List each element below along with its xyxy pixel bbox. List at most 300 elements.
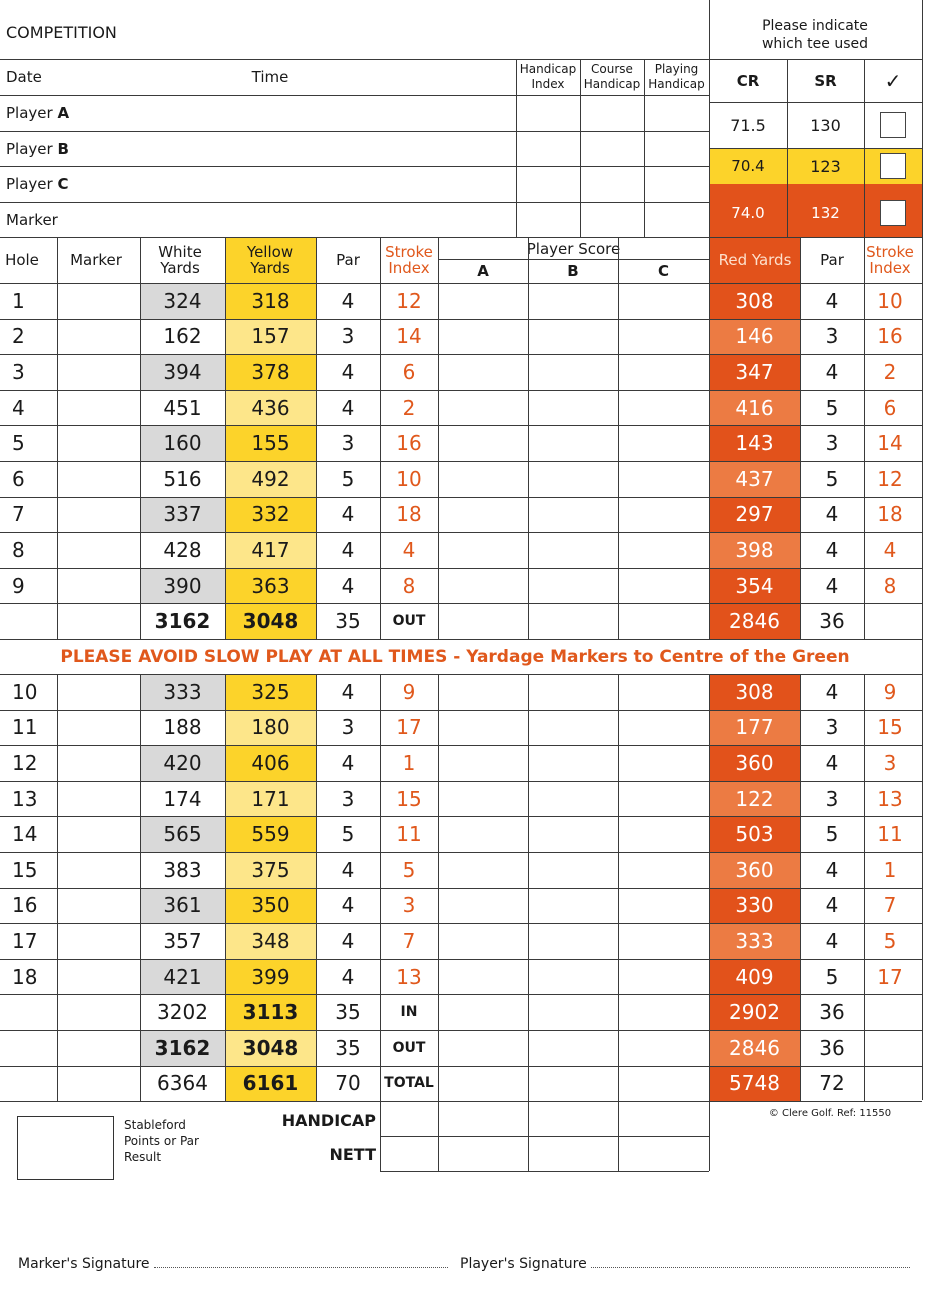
red-yards: 330 xyxy=(709,888,800,924)
player-a-total-field[interactable] xyxy=(438,1066,528,1102)
grid-line xyxy=(57,237,58,639)
stroke-index: 12 xyxy=(396,288,422,313)
marker-score-field[interactable] xyxy=(57,461,140,497)
player-a-total-field[interactable] xyxy=(438,1030,528,1066)
player-label-prefix: Player xyxy=(6,104,58,122)
col-red-yards: Red Yards xyxy=(718,251,792,269)
yellow-yards: 492 xyxy=(225,461,316,497)
tee-yellow-sr: 123 xyxy=(810,156,841,176)
player-b-score-field[interactable] xyxy=(528,568,618,604)
marker-score-field[interactable] xyxy=(57,852,140,888)
red-par: 5 xyxy=(825,964,839,989)
hole-number: 12 xyxy=(12,750,38,775)
stroke-index: 11 xyxy=(396,822,422,847)
red-stroke-index: 1 xyxy=(883,857,897,882)
par: 4 xyxy=(341,893,355,918)
grid-line xyxy=(0,283,922,284)
white-yards: 174 xyxy=(163,786,202,811)
competition-label: COMPETITION xyxy=(6,22,117,42)
col-white-yards: White Yards xyxy=(158,243,202,277)
marker-score-field[interactable] xyxy=(57,816,140,852)
total-label: TOTAL xyxy=(384,1075,434,1092)
grid-line xyxy=(709,148,922,149)
total-yellow: 6161 xyxy=(225,1066,316,1102)
player-a-score-field[interactable] xyxy=(438,497,528,533)
player-row-label xyxy=(0,95,200,131)
hole-number: 4 xyxy=(12,395,25,420)
player-a-score-field[interactable] xyxy=(438,959,528,995)
total-par: 35 xyxy=(335,1000,361,1025)
player-c-score-field[interactable] xyxy=(618,568,708,604)
col-stroke-index: Stroke Index xyxy=(385,243,433,277)
tee-white-checkbox[interactable] xyxy=(880,112,906,138)
hole-number: 13 xyxy=(12,786,38,811)
player-c-score-field[interactable] xyxy=(618,816,708,852)
grid-line xyxy=(0,497,922,498)
marker-score-field[interactable] xyxy=(57,283,140,319)
grid-line xyxy=(864,237,865,639)
white-yards: 394 xyxy=(140,354,225,390)
player-course-handicap-field[interactable] xyxy=(580,131,644,167)
player-b-score-field[interactable] xyxy=(528,852,618,888)
stroke-index: 2 xyxy=(402,395,416,420)
grid-line xyxy=(57,674,58,1101)
red-yards: 146 xyxy=(709,319,800,355)
grid-line xyxy=(0,1101,922,1102)
player-c-score-field[interactable] xyxy=(618,781,708,817)
handicap-label: HANDICAP xyxy=(281,1110,376,1130)
red-stroke-index: 8 xyxy=(883,573,897,598)
grid-line xyxy=(0,354,922,355)
tee-yellow-checkbox[interactable] xyxy=(880,153,906,179)
player-a-score-field[interactable] xyxy=(438,816,528,852)
white-yards: 421 xyxy=(140,959,225,995)
red-stroke-index: 12 xyxy=(877,466,903,491)
player-c-score-field[interactable] xyxy=(618,674,708,710)
total-white: 3162 xyxy=(154,609,211,634)
player-b-score-field[interactable] xyxy=(528,390,618,426)
stroke-index: 1 xyxy=(402,750,416,775)
col-player-b: B xyxy=(567,262,579,280)
player-c-score-field[interactable] xyxy=(618,497,708,533)
player-c-score-field[interactable] xyxy=(618,852,708,888)
player-b-score-field[interactable] xyxy=(528,425,618,461)
tee-white-sr: 130 xyxy=(810,115,841,135)
grid-line xyxy=(0,994,922,995)
player-a-score-field[interactable] xyxy=(438,710,528,746)
total-red-par: 36 xyxy=(819,609,845,634)
grid-line xyxy=(140,674,141,1101)
par: 5 xyxy=(341,466,355,491)
yellow-yards: 155 xyxy=(225,425,316,461)
red-yards: 177 xyxy=(709,710,800,746)
marker-score-field[interactable] xyxy=(57,781,140,817)
player-c-score-field[interactable] xyxy=(618,888,708,924)
player-c-score-field[interactable] xyxy=(618,923,708,959)
player-row-label xyxy=(0,166,200,202)
red-yards: 143 xyxy=(709,425,800,461)
stroke-index: 6 xyxy=(402,359,416,384)
player-b-total-field[interactable] xyxy=(528,603,618,639)
white-yards: 565 xyxy=(140,816,225,852)
cr-label: CR xyxy=(736,72,760,90)
grid-line xyxy=(0,923,922,924)
player-a-score-field[interactable] xyxy=(438,781,528,817)
grid-line xyxy=(438,259,709,260)
player-c-total-field[interactable] xyxy=(618,994,708,1030)
yellow-yards: 363 xyxy=(225,568,316,604)
par: 4 xyxy=(341,928,355,953)
par: 4 xyxy=(341,395,355,420)
red-stroke-index: 2 xyxy=(883,359,897,384)
grid-line xyxy=(0,568,922,569)
grid-line xyxy=(0,461,922,462)
red-yards: 360 xyxy=(709,852,800,888)
player-a-score-field[interactable] xyxy=(438,923,528,959)
player-b-score-field[interactable] xyxy=(528,354,618,390)
red-yards: 503 xyxy=(709,816,800,852)
player-b-total-field[interactable] xyxy=(528,994,618,1030)
red-yards: 437 xyxy=(709,461,800,497)
yellow-yards: 378 xyxy=(225,354,316,390)
player-a-score-field[interactable] xyxy=(438,568,528,604)
col-marker: Marker xyxy=(70,251,122,269)
white-yards: 333 xyxy=(140,674,225,710)
player-c-score-field[interactable] xyxy=(618,959,708,995)
player-c-total-field[interactable] xyxy=(618,1030,708,1066)
marker-score-field[interactable] xyxy=(57,319,140,355)
stroke-index: 9 xyxy=(402,679,416,704)
red-par: 4 xyxy=(825,928,839,953)
stroke-index: 16 xyxy=(396,431,422,456)
handicap-index-label: Handicap Index xyxy=(519,62,577,91)
grid-line xyxy=(618,237,619,639)
grid-line xyxy=(580,59,581,237)
player-b-score-field[interactable] xyxy=(528,319,618,355)
grid-line xyxy=(0,390,922,391)
yellow-yards: 157 xyxy=(225,319,316,355)
red-yards: 308 xyxy=(709,674,800,710)
par: 4 xyxy=(341,750,355,775)
hole-number: 14 xyxy=(12,822,38,847)
red-par: 4 xyxy=(825,537,839,562)
hole-number: 10 xyxy=(12,679,38,704)
red-par: 4 xyxy=(825,679,839,704)
par: 4 xyxy=(341,537,355,562)
red-par: 4 xyxy=(825,893,839,918)
red-stroke-index: 3 xyxy=(883,750,897,775)
grid-line xyxy=(618,674,619,1101)
player-signature-label: Player's Signature xyxy=(460,1256,587,1272)
marker-score-field[interactable] xyxy=(57,674,140,710)
player-b-score-field[interactable] xyxy=(528,497,618,533)
player-c-total-field[interactable] xyxy=(618,1066,708,1102)
grid-line xyxy=(438,1101,439,1171)
red-yards: 333 xyxy=(709,923,800,959)
grid-line xyxy=(800,237,801,639)
red-par: 5 xyxy=(825,395,839,420)
grid-line xyxy=(438,674,439,1101)
grid-line xyxy=(644,59,645,237)
grid-line xyxy=(0,166,709,167)
red-stroke-index: 18 xyxy=(877,502,903,527)
yellow-yards: 180 xyxy=(225,710,316,746)
player-a-total-field[interactable] xyxy=(438,994,528,1030)
red-stroke-index: 14 xyxy=(877,431,903,456)
date-label: Date xyxy=(6,68,42,86)
stroke-index: 7 xyxy=(402,928,416,953)
grid-line xyxy=(0,603,922,604)
hole-number: 15 xyxy=(12,857,38,882)
red-stroke-index: 6 xyxy=(883,395,897,420)
total-par: 35 xyxy=(335,1035,361,1060)
marker-score-field[interactable] xyxy=(57,923,140,959)
hole-number: 2 xyxy=(12,324,25,349)
red-yards: 354 xyxy=(709,568,800,604)
yellow-yards: 171 xyxy=(225,781,316,817)
red-stroke-index: 15 xyxy=(877,715,903,740)
player-c-score-field[interactable] xyxy=(618,425,708,461)
player-a-score-field[interactable] xyxy=(438,319,528,355)
red-par: 4 xyxy=(825,288,839,313)
marker-score-field[interactable] xyxy=(57,425,140,461)
par: 3 xyxy=(341,786,355,811)
grid-line xyxy=(528,237,529,639)
total-yellow: 3113 xyxy=(225,994,316,1030)
marker-score-field[interactable] xyxy=(57,390,140,426)
red-yards: 360 xyxy=(709,745,800,781)
player-c-score-field[interactable] xyxy=(618,354,708,390)
player-b-score-field[interactable] xyxy=(528,461,618,497)
stroke-index: 13 xyxy=(396,964,422,989)
col-red-par: Par xyxy=(820,251,844,269)
red-stroke-index: 4 xyxy=(883,537,897,562)
marker-score-field[interactable] xyxy=(57,959,140,995)
grid-line xyxy=(709,0,710,237)
player-b-score-field[interactable] xyxy=(528,283,618,319)
red-stroke-index: 7 xyxy=(883,893,897,918)
hole-number: 6 xyxy=(12,466,25,491)
red-stroke-index: 13 xyxy=(877,786,903,811)
total-red: 2902 xyxy=(709,994,800,1030)
stroke-index: 4 xyxy=(402,537,416,562)
player-playing-handicap-field[interactable] xyxy=(644,166,708,202)
red-yards: 409 xyxy=(709,959,800,995)
marker-score-field[interactable] xyxy=(57,497,140,533)
yellow-yards: 332 xyxy=(225,497,316,533)
red-par: 4 xyxy=(825,573,839,598)
player-course-handicap-field[interactable] xyxy=(580,95,644,131)
white-yards: 428 xyxy=(163,537,202,562)
player-b-score-field[interactable] xyxy=(528,710,618,746)
player-b-score-field[interactable] xyxy=(528,745,618,781)
grid-line xyxy=(0,425,922,426)
tee-note: Please indicate which tee used xyxy=(761,18,869,52)
player-playing-handicap-field[interactable] xyxy=(644,202,708,238)
player-label-prefix: Player xyxy=(6,175,58,193)
grid-line xyxy=(0,319,922,320)
player-a-score-field[interactable] xyxy=(438,354,528,390)
red-par: 4 xyxy=(825,359,839,384)
col-player-c: C xyxy=(657,262,669,280)
white-yards: 451 xyxy=(163,395,202,420)
grid-line xyxy=(0,532,922,533)
red-yards: 122 xyxy=(709,781,800,817)
grid-line xyxy=(864,674,865,1101)
player-b-score-field[interactable] xyxy=(528,923,618,959)
player-b-score-field[interactable] xyxy=(528,781,618,817)
player-a-score-field[interactable] xyxy=(438,674,528,710)
player-c-score-field[interactable] xyxy=(618,283,708,319)
red-par: 4 xyxy=(825,750,839,775)
col-player-a: A xyxy=(477,262,489,280)
check-icon: ✓ xyxy=(884,69,902,93)
par: 3 xyxy=(341,715,355,740)
grid-line xyxy=(225,237,226,639)
player-a-score-field[interactable] xyxy=(438,425,528,461)
stableford-box[interactable] xyxy=(17,1116,114,1180)
tee-red-sr: 132 xyxy=(811,204,840,222)
player-b-total-field[interactable] xyxy=(528,1030,618,1066)
player-handicap-index-field[interactable] xyxy=(516,166,580,202)
yellow-yards: 406 xyxy=(225,745,316,781)
par: 4 xyxy=(341,857,355,882)
player-c-score-field[interactable] xyxy=(618,461,708,497)
hole-number: 1 xyxy=(12,288,25,313)
player-playing-handicap-field[interactable] xyxy=(644,95,708,131)
marker-score-field[interactable] xyxy=(57,745,140,781)
par: 4 xyxy=(341,679,355,704)
player-label-prefix: Marker xyxy=(6,211,58,229)
total-red-par: 36 xyxy=(819,1035,845,1060)
player-c-score-field[interactable] xyxy=(618,319,708,355)
grid-line xyxy=(709,237,710,639)
grid-line xyxy=(0,237,922,238)
hole-number: 5 xyxy=(12,431,25,456)
hole-number: 3 xyxy=(12,359,25,384)
player-b-score-field[interactable] xyxy=(528,532,618,568)
hole-number: 11 xyxy=(12,715,38,740)
player-handicap-index-field[interactable] xyxy=(516,202,580,238)
grid-line xyxy=(0,674,922,675)
player-b-score-field[interactable] xyxy=(528,959,618,995)
yellow-yards: 318 xyxy=(225,283,316,319)
player-c-score-field[interactable] xyxy=(618,745,708,781)
total-par: 35 xyxy=(335,609,361,634)
player-b-score-field[interactable] xyxy=(528,816,618,852)
player-b-score-field[interactable] xyxy=(528,888,618,924)
par: 5 xyxy=(341,822,355,847)
total-yellow: 3048 xyxy=(225,1030,316,1066)
player-handicap-index-field[interactable] xyxy=(516,95,580,131)
red-par: 5 xyxy=(825,822,839,847)
player-a-score-field[interactable] xyxy=(438,283,528,319)
red-yards: 416 xyxy=(709,390,800,426)
player-label-letter: C xyxy=(57,175,69,193)
marker-score-field[interactable] xyxy=(57,710,140,746)
marker-score-field[interactable] xyxy=(57,532,140,568)
player-a-score-field[interactable] xyxy=(438,532,528,568)
hole-number: 16 xyxy=(12,893,38,918)
hole-number: 17 xyxy=(12,928,38,953)
slow-play-banner: PLEASE AVOID SLOW PLAY AT ALL TIMES - Yardage Markers to Centre of the Green xyxy=(60,647,850,667)
player-b-score-field[interactable] xyxy=(528,674,618,710)
player-a-score-field[interactable] xyxy=(438,745,528,781)
grid-line xyxy=(0,745,922,746)
total-red-par: 72 xyxy=(819,1071,845,1096)
par: 4 xyxy=(341,359,355,384)
col-yellow-yards: Yellow Yards xyxy=(246,243,294,277)
yellow-yards: 350 xyxy=(225,888,316,924)
col-hole: Hole xyxy=(5,251,39,269)
tee-white-checkbox-cell xyxy=(864,102,922,148)
player-course-handicap-field[interactable] xyxy=(580,202,644,238)
player-a-total-field[interactable] xyxy=(438,603,528,639)
player-b-total-field[interactable] xyxy=(528,1066,618,1102)
hole-number: 9 xyxy=(12,573,25,598)
red-stroke-index: 17 xyxy=(877,964,903,989)
player-label-letter: A xyxy=(57,104,70,122)
player-course-handicap-field[interactable] xyxy=(580,166,644,202)
grid-line xyxy=(528,674,529,1101)
player-a-score-field[interactable] xyxy=(438,888,528,924)
stroke-index: 8 xyxy=(402,573,416,598)
stroke-index: 14 xyxy=(396,324,422,349)
marker-signature[interactable] xyxy=(18,1252,448,1272)
grid-line xyxy=(380,674,381,1101)
player-playing-handicap-field[interactable] xyxy=(644,131,708,167)
stroke-index: 17 xyxy=(396,715,422,740)
total-red-par: 36 xyxy=(819,1000,845,1025)
white-yards: 162 xyxy=(163,324,202,349)
white-yards: 324 xyxy=(140,283,225,319)
marker-signature-label: Marker's Signature xyxy=(18,1256,150,1272)
white-yards: 420 xyxy=(140,745,225,781)
grid-line xyxy=(516,59,517,237)
player-label-letter: B xyxy=(57,140,69,158)
tee-yellow-checkbox-cell xyxy=(864,148,922,184)
grid-line xyxy=(0,959,922,960)
grid-line xyxy=(0,781,922,782)
red-par: 5 xyxy=(825,466,839,491)
player-c-score-field[interactable] xyxy=(618,532,708,568)
par: 4 xyxy=(341,288,355,313)
grid-line xyxy=(709,1101,710,1171)
player-a-score-field[interactable] xyxy=(438,390,528,426)
hole-number: 7 xyxy=(12,502,25,527)
player-a-score-field[interactable] xyxy=(438,461,528,497)
marker-score-field[interactable] xyxy=(57,888,140,924)
player-a-score-field[interactable] xyxy=(438,852,528,888)
player-c-total-field[interactable] xyxy=(618,603,708,639)
grid-line xyxy=(316,237,317,639)
stroke-index: 10 xyxy=(396,466,422,491)
player-handicap-index-field[interactable] xyxy=(516,131,580,167)
white-yards: 357 xyxy=(163,928,202,953)
marker-score-field[interactable] xyxy=(57,354,140,390)
grid-line xyxy=(922,0,923,1100)
white-yards: 390 xyxy=(140,568,225,604)
grid-line xyxy=(709,674,710,1101)
player-c-score-field[interactable] xyxy=(618,390,708,426)
grid-line xyxy=(0,59,922,60)
player-signature[interactable] xyxy=(460,1252,910,1272)
player-c-score-field[interactable] xyxy=(618,710,708,746)
tee-red-checkbox[interactable] xyxy=(880,200,906,226)
marker-score-field[interactable] xyxy=(57,568,140,604)
yellow-yards: 325 xyxy=(225,674,316,710)
grid-line xyxy=(800,674,801,1101)
